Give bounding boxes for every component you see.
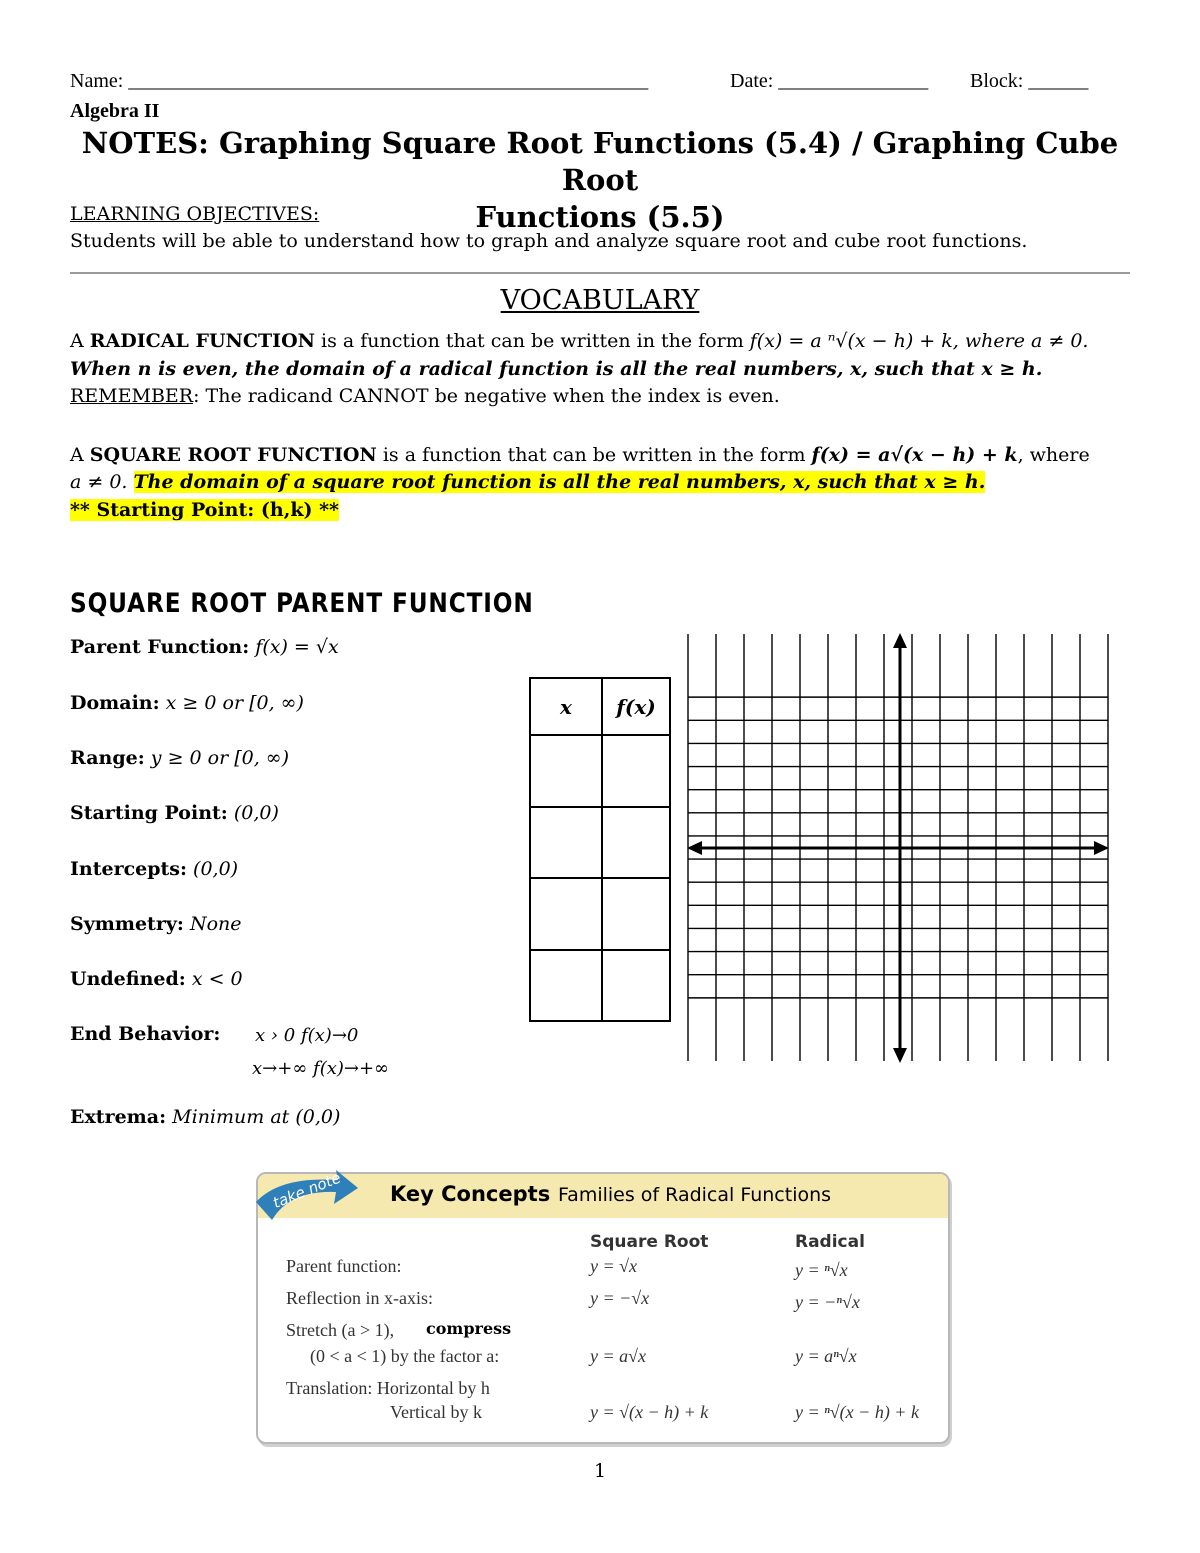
property-label: Domain: xyxy=(70,692,160,714)
key-concepts-title: Key Concepts xyxy=(390,1182,551,1206)
property-label: Extrema: xyxy=(70,1106,167,1128)
property-domain xyxy=(70,692,304,714)
radical-post: is a function that can be written in the form xyxy=(315,330,750,352)
compress-note: compress xyxy=(426,1319,512,1338)
sqrt-post: is a function that can be written in the form xyxy=(376,444,812,466)
row-label-compress: (0 < a < 1) by the factor a: xyxy=(310,1346,500,1366)
row-label-reflection: Reflection in x-axis: xyxy=(286,1288,433,1308)
property-label: Undefined: xyxy=(70,968,186,990)
property-label: End Behavior: xyxy=(70,1023,221,1045)
end-behavior-2: x→+∞ f(x)→+∞ xyxy=(252,1058,390,1079)
table-cell[interactable] xyxy=(530,950,602,1022)
remember-label: REMEMBER xyxy=(70,385,194,407)
col-radical: Radical xyxy=(795,1232,865,1252)
radical-pre: A xyxy=(70,330,90,352)
table-cell[interactable] xyxy=(602,735,670,807)
row-square-stretch: y = a√x xyxy=(590,1346,647,1366)
property-extrema xyxy=(70,1106,340,1128)
page-number: 1 xyxy=(593,1460,607,1482)
row-radical-reflection: y = −ⁿ√x xyxy=(795,1292,860,1312)
property-undefined xyxy=(70,968,243,990)
table-cell[interactable] xyxy=(602,878,670,950)
row-radical-parent: y = ⁿ√x xyxy=(795,1260,848,1280)
title-line-1: NOTES: Graphing Square Root Functions (5.4) / Graphing Cube Root xyxy=(81,126,1119,197)
property-label: Intercepts: xyxy=(70,858,188,880)
radical-formula: f(x) = a ⁿ√(x − h) + k xyxy=(749,330,953,352)
radical-domain: When n is even, the domain of a radical function is all the real numbers, x, such that x ≥ h. xyxy=(70,358,1043,380)
property-value: y ≥ 0 or [0, ∞) xyxy=(144,747,290,769)
property-value: f(x) = √x xyxy=(249,636,339,658)
take-note-badge-icon xyxy=(250,1162,360,1242)
date-field[interactable]: Date: _______________ xyxy=(730,70,929,92)
objectives-text: Students will be able to understand how to graph and analyze square root and cube root functions. xyxy=(70,230,1028,252)
sqrt-definition xyxy=(70,444,1140,466)
table-cell[interactable] xyxy=(530,807,602,879)
row-radical-stretch: y = aⁿ√x xyxy=(795,1346,857,1366)
x-axis-arrow-left xyxy=(687,841,702,855)
sqrt-condition: a ≠ 0. xyxy=(70,471,134,493)
coordinate-grid[interactable] xyxy=(684,630,1112,1065)
table-header-fx: f(x) xyxy=(602,678,670,735)
sqrt-pre: A xyxy=(70,444,90,466)
divider xyxy=(70,272,1130,274)
property-value: None xyxy=(183,913,242,935)
property-value: Minimum at (0,0) xyxy=(166,1106,341,1128)
property-label: Symmetry: xyxy=(70,913,184,935)
property-label: Range: xyxy=(70,747,145,769)
property-range xyxy=(70,747,289,769)
table-cell[interactable] xyxy=(530,878,602,950)
property-symmetry xyxy=(70,913,242,935)
property-end-behavior xyxy=(70,1023,220,1045)
sqrt-domain-line xyxy=(70,471,1140,493)
sqrt-formula: f(x) = a√(x − h) + k xyxy=(811,444,1018,466)
starting-point-note xyxy=(70,499,1140,521)
property-parent-function xyxy=(70,636,339,658)
remember-text: : The radicand CANNOT be negative when the index is even. xyxy=(193,385,780,407)
property-label: Starting Point: xyxy=(70,802,228,824)
property-value: x ≥ 0 or [0, ∞) xyxy=(159,692,304,714)
row-label-parent: Parent function: xyxy=(286,1256,402,1276)
starting-point: ** Starting Point: (h,k) ** xyxy=(70,499,339,521)
value-table xyxy=(529,677,671,1022)
title-line-2: Functions (5.5) xyxy=(475,200,725,234)
parent-function-heading: SQUARE ROOT PARENT FUNCTION xyxy=(70,588,534,619)
table-cell[interactable] xyxy=(602,950,670,1022)
table-cell[interactable] xyxy=(530,735,602,807)
name-field[interactable]: Name: ____________________________________________________ xyxy=(70,70,649,92)
row-label-translation: Translation: Horizontal by h xyxy=(286,1378,490,1398)
badge-text: take note xyxy=(270,1168,344,1213)
row-label-stretch: Stretch (a > 1), xyxy=(286,1320,395,1340)
course-label: Algebra II xyxy=(70,100,160,122)
property-intercepts xyxy=(70,858,238,880)
property-value: (0,0) xyxy=(187,858,239,880)
property-starting-point xyxy=(70,802,279,824)
remember-note xyxy=(70,385,1140,407)
row-square-translation: y = √(x − h) + k xyxy=(590,1402,709,1422)
row-label-vertical: Vertical by k xyxy=(390,1402,482,1422)
radical-definition xyxy=(70,330,1140,352)
sqrt-where: , where xyxy=(1017,444,1090,466)
block-field[interactable]: Block: ______ xyxy=(970,70,1089,92)
radical-term: RADICAL FUNCTION xyxy=(89,330,315,352)
col-square-root: Square Root xyxy=(590,1232,709,1252)
row-radical-translation: y = ⁿ√(x − h) + k xyxy=(795,1402,919,1422)
key-concepts-subtitle: Families of Radical Functions xyxy=(558,1184,832,1206)
end-behavior-1: x › 0 f(x)→0 xyxy=(255,1025,359,1046)
objectives-label: LEARNING OBJECTIVES: xyxy=(70,203,320,225)
y-axis-arrow-up xyxy=(893,633,907,648)
y-axis-arrow-down xyxy=(893,1048,907,1063)
sqrt-term: SQUARE ROOT FUNCTION xyxy=(89,444,377,466)
property-value: x < 0 xyxy=(185,968,243,990)
table-cell[interactable] xyxy=(602,807,670,879)
row-square-parent: y = √x xyxy=(590,1256,638,1276)
sqrt-domain: The domain of a square root function is all the real numbers, x, such that x ≥ h. xyxy=(133,471,986,493)
header xyxy=(70,70,1130,100)
property-value: (0,0) xyxy=(227,802,279,824)
table-header-x: x xyxy=(530,678,602,735)
key-concepts-box xyxy=(256,1168,950,1444)
x-axis-arrow-right xyxy=(1094,841,1109,855)
vocabulary-heading: VOCABULARY xyxy=(500,285,700,316)
row-square-reflection: y = −√x xyxy=(590,1288,650,1308)
property-label: Parent Function: xyxy=(70,636,250,658)
radical-where: , where a ≠ 0. xyxy=(952,330,1089,352)
